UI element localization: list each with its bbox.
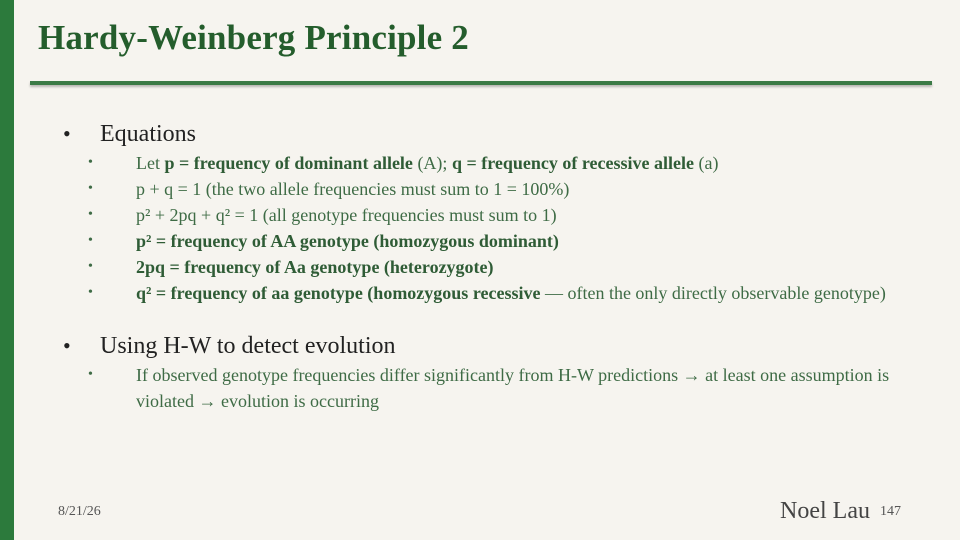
bullet-item	[0, 254, 960, 280]
bullet-item	[0, 202, 960, 228]
bold-text: p = frequency of dominant allele	[164, 153, 413, 173]
bullet-icon: •	[88, 259, 93, 274]
footer-author: Noel Lau	[780, 498, 870, 524]
body-text: If observed genotype frequencies differ significantly from H-W predictions → at least one assumption is violated → evolution is occurring	[136, 365, 890, 411]
page-number: 147	[880, 504, 901, 519]
body-text: p + q = 1 (the two allele frequencies must sum to 1 = 100%)	[136, 179, 570, 199]
bold-text: q = frequency of recessive allele	[451, 153, 694, 173]
bullet-item	[0, 280, 960, 306]
bullet-icon: •	[88, 207, 93, 222]
bullet-item	[0, 150, 960, 176]
bullet-icon: •	[88, 155, 93, 170]
footer-date: 8/21/26	[58, 504, 101, 519]
section-gap	[0, 306, 960, 330]
bullet-icon: •	[88, 367, 93, 382]
bullet-icon: •	[63, 121, 71, 146]
section-heading-text: Equations	[100, 121, 196, 147]
bullet-item	[0, 176, 960, 202]
bullet-item	[0, 228, 960, 254]
section-heading-text: Using H-W to detect evolution	[100, 333, 396, 359]
slide-title: Hardy-Weinberg Principle 2	[38, 18, 469, 57]
bold-text: 2pq = frequency of Aa genotype (heterozygote)	[136, 257, 494, 277]
body-text: Let	[136, 153, 165, 173]
slide-body	[0, 118, 960, 414]
body-text: — often the only directly observable genotype)	[540, 283, 886, 303]
body-text: (A);	[412, 153, 452, 173]
bullet-icon: •	[88, 233, 93, 248]
section-heading	[0, 118, 960, 150]
bullet-item	[0, 362, 960, 414]
body-text: p² + 2pq + q² = 1 (all genotype frequencies must sum to 1)	[136, 205, 557, 225]
bullet-icon: •	[88, 285, 93, 300]
title-divider	[30, 81, 932, 85]
bold-text: q² = frequency of aa genotype (homozygous recessive	[136, 283, 541, 303]
section-heading	[0, 330, 960, 362]
bullet-icon: •	[63, 333, 71, 358]
bullet-icon: •	[88, 181, 93, 196]
body-text: (a)	[693, 153, 719, 173]
bold-text: p² = frequency of AA genotype (homozygous dominant)	[136, 231, 559, 251]
